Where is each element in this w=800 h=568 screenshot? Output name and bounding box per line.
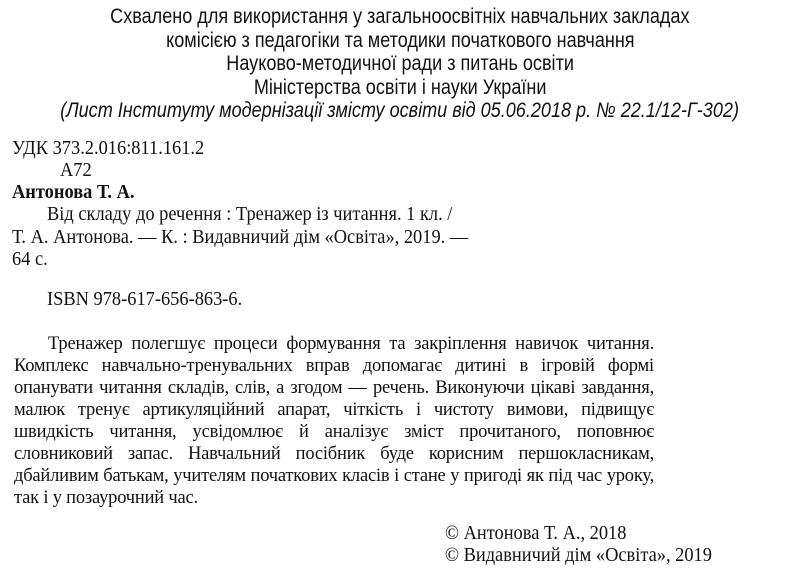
udk <box>12 137 221 159</box>
approval-text: Схвалено для використання у загальноосвітніх навчальних закладах <box>110 5 690 28</box>
author-code <box>60 159 94 181</box>
page-count-text: 64 с. <box>12 248 48 270</box>
isbn <box>47 288 259 310</box>
author-code-text: А72 <box>60 159 92 181</box>
udk-text: УДК 373.2.016:811.161.2 <box>12 137 205 159</box>
author-text: Антонова Т. А. <box>12 181 135 203</box>
copyright-publisher <box>445 544 735 566</box>
annotation-paragraph: Тренажер полегшує процеси формування та закріплення навичок читання. Комплекс навчально-тренувальних вправ допомагає дитині в ігровій формі опанувати читання складів, слів, а згодом — речень. Виконуючи цікаві завдання, малюк тренує артикуляційний апарат, чіткість і чистоту вимови, підвищує швидкість читання, усвідомлює й аналізує зміст прочитаного, поповнює словниковий запас. Навчальний посібник буде корисним першокласникам, дбайливим батькам, учителям початкових класів і стане у пригоді як під час уроку, так і у позаурочний час. <box>14 334 654 508</box>
approval-letter <box>0 99 800 122</box>
approval-letter-text: (Лист Інституту модернізації змісту освіти від 05.06.2018 р. № 22.1/12-Г-302) <box>60 99 740 122</box>
approval-line <box>0 29 800 52</box>
approval-text: комісією з педагогіки та методики початкового навчання <box>165 29 635 52</box>
author <box>12 181 145 203</box>
approval-line <box>0 52 800 75</box>
title-text: Т. А. Антонова. — К. : Видавничий дім «Освіта», 2019. — <box>12 226 469 248</box>
copyright-text: © Видавничий дім «Освіта», 2019 <box>445 544 712 566</box>
approval-text: Науково-методичної ради з питань освіти <box>226 52 574 75</box>
title-line <box>12 226 508 248</box>
isbn-text: ISBN 978-617-656-863-6. <box>47 288 243 310</box>
title-line <box>47 203 488 225</box>
page-count <box>12 248 51 270</box>
copyright-author <box>445 522 642 544</box>
approval-text: Міністерства освіти і науки України <box>253 76 547 99</box>
copyright-text: © Антонова Т. А., 2018 <box>445 522 627 544</box>
approval-line <box>0 76 800 99</box>
title-text: Від складу до речення : Тренажер із читання. 1 кл. / <box>47 203 453 225</box>
approval-line <box>0 5 800 28</box>
